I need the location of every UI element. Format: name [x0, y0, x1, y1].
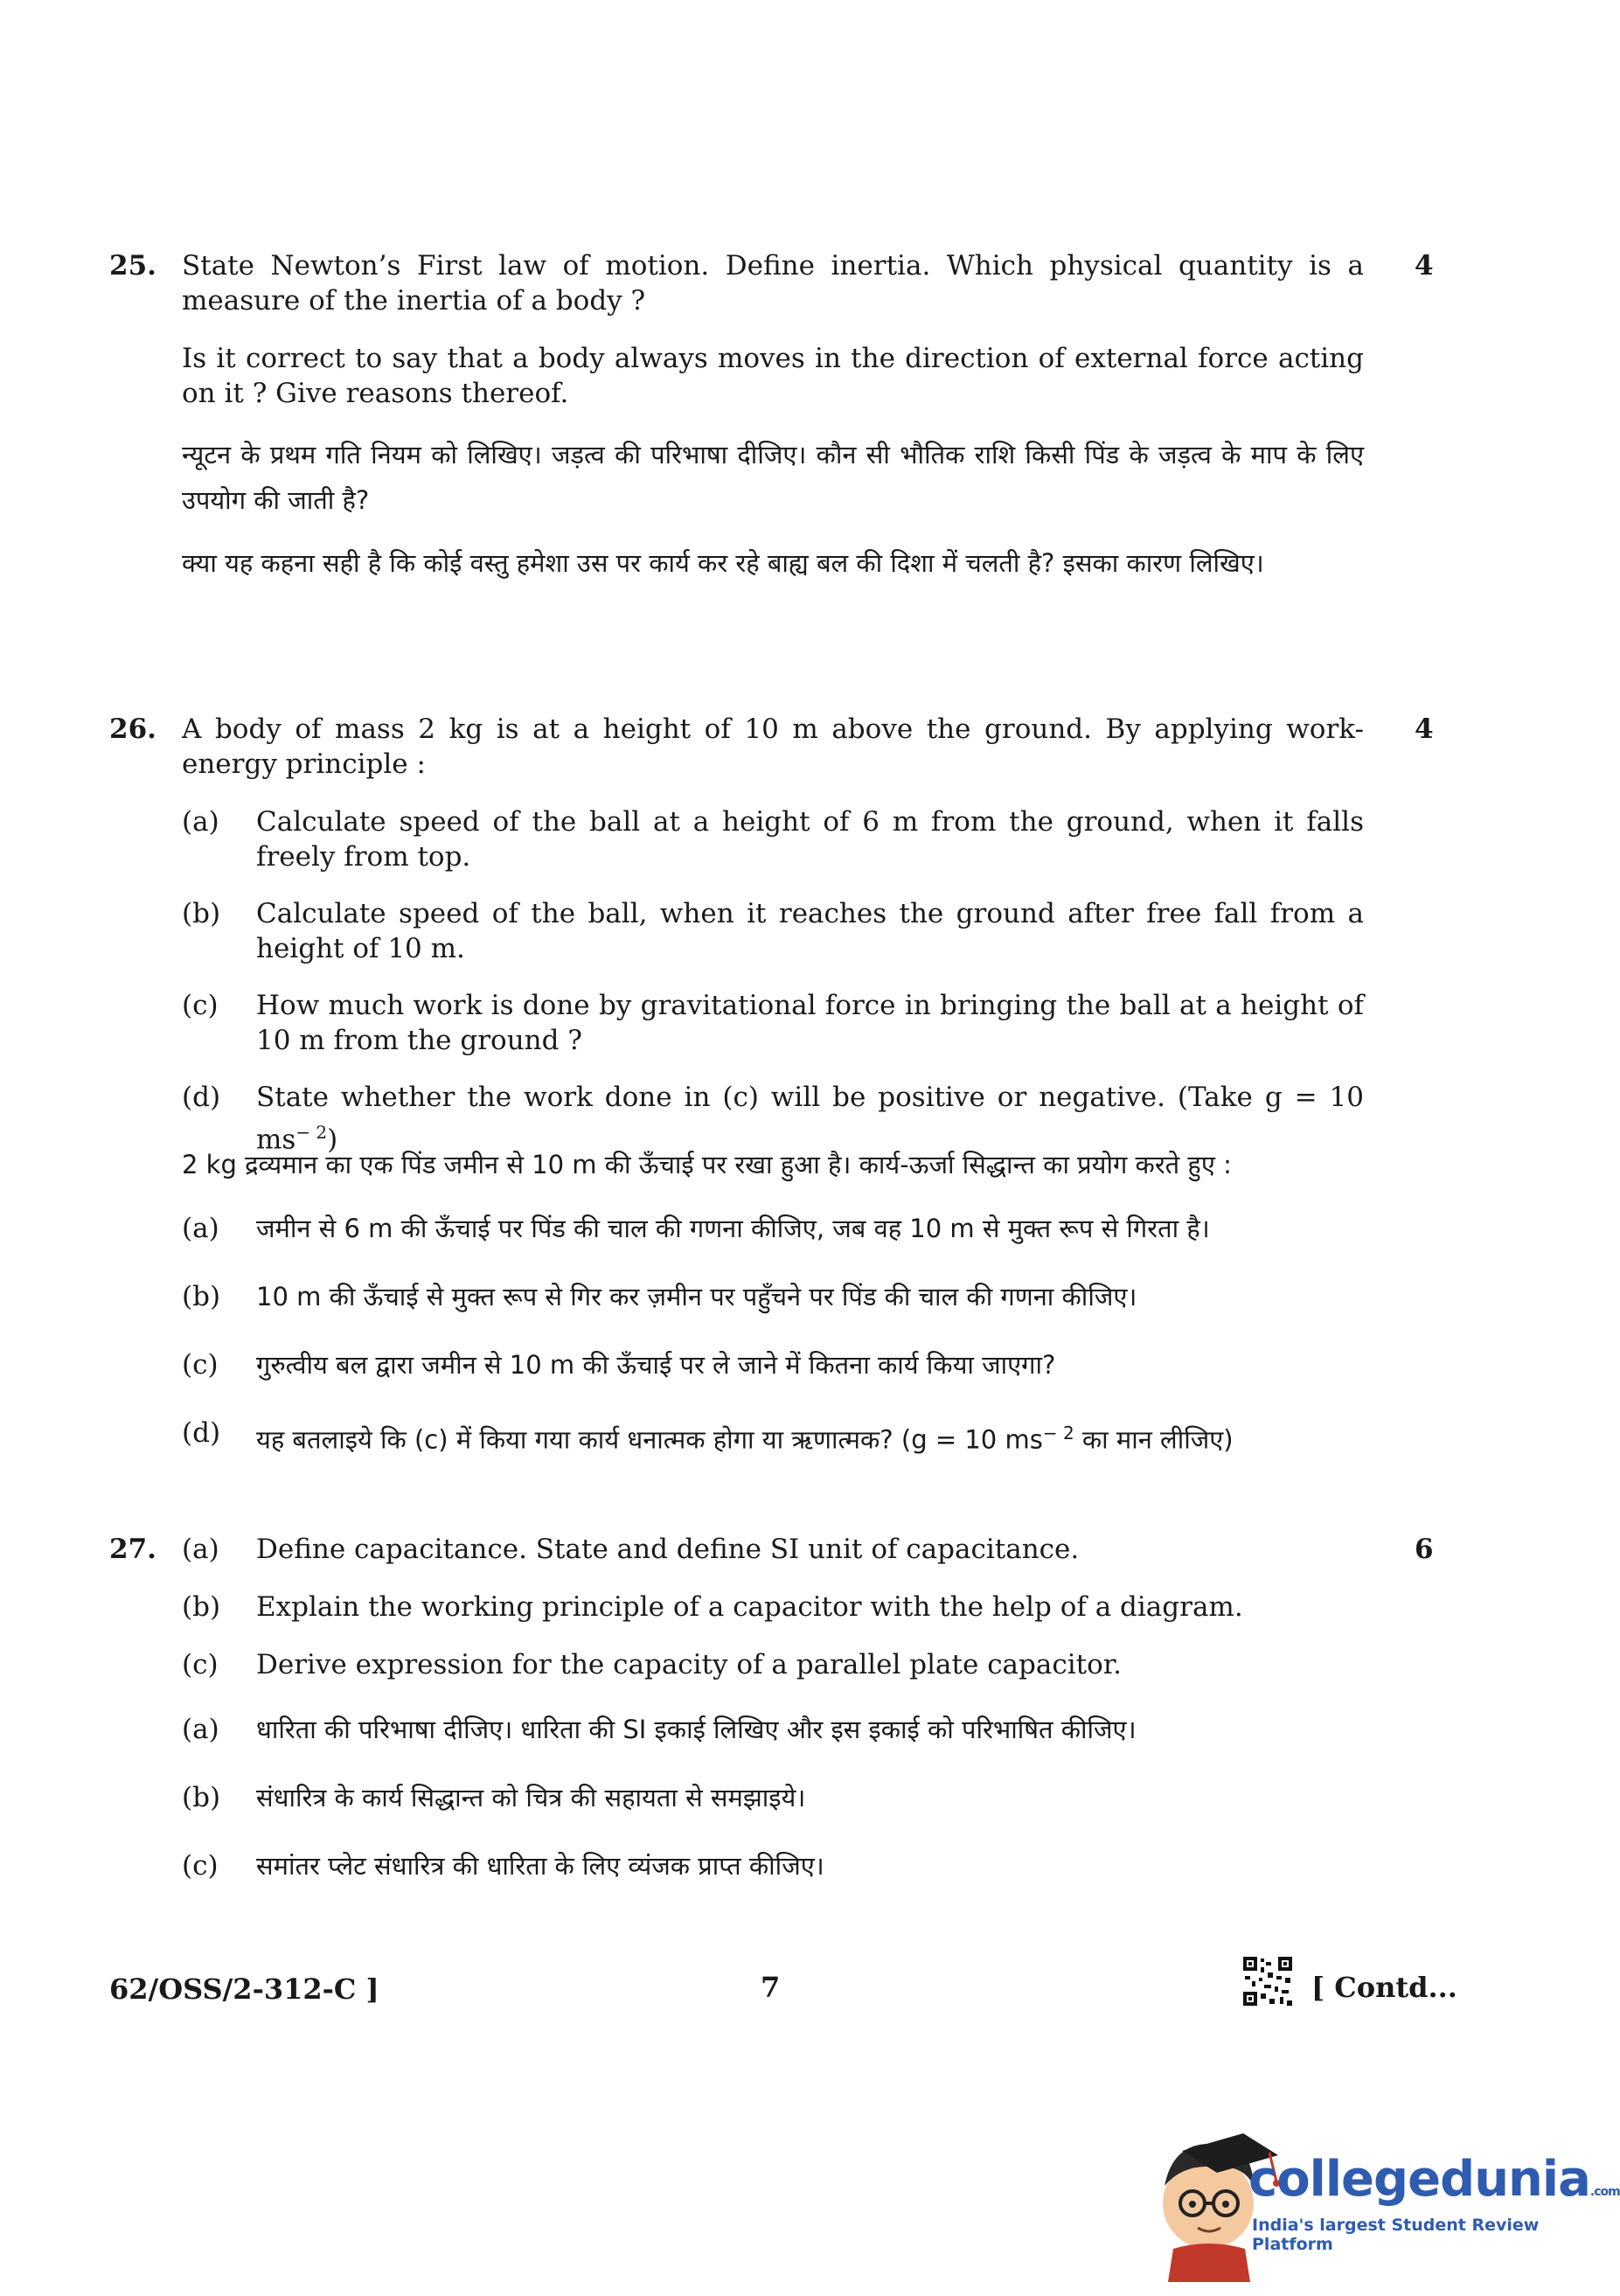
option-text-hi: संधारित्र के कार्य सिद्धान्त को चित्र की सहायता से समझाइये।	[256, 1783, 806, 1812]
option-text-hi: जमीन से 6 m की ऊँचाई पर पिंड की चाल की गणना कीजिए, जब वह 10 m से मुक्त रूप से गिरता है।	[256, 1214, 1210, 1243]
option-label: (d)	[182, 1082, 221, 1113]
paper-code: 62/OSS/2-312-C ]	[109, 1972, 379, 2006]
option-text: Calculate speed of the ball, when it reaches the ground after free fall from a height of 10 m.	[256, 898, 1364, 964]
option-text-hi: समांतर प्लेट संधारित्र की धारिता के लिए व्यंजक प्राप्त कीजिए।	[256, 1851, 824, 1881]
option-label: (a)	[182, 1213, 219, 1244]
option-text-tail: )	[327, 1124, 338, 1156]
question-intro-en: A body of mass 2 kg is at a height of 10 m above the ground. By applying work-energy principle :	[182, 713, 1364, 780]
exponent: − 2	[1042, 1423, 1074, 1444]
option-label: (a)	[182, 1534, 219, 1565]
option-text-hi: 10 m की ऊँचाई से मुक्त रूप से गिर कर ज़मीन पर पहुँचने पर पिंड की चाल की गणना कीजिए।	[256, 1282, 1137, 1312]
question-text-hi: क्या यह कहना सही है कि कोई वस्तु हमेशा उस पर कार्य कर रहे बाह्य बल की दिशा में चलती है? इसका कारण लिखिए।	[182, 548, 1264, 578]
option-label: (b)	[182, 1782, 221, 1813]
option-label: (a)	[182, 1714, 219, 1745]
question-marks: 4	[1415, 713, 1434, 745]
option-label: (b)	[182, 898, 221, 929]
option-label: (c)	[182, 990, 219, 1021]
question-intro-hi: 2 kg द्रव्यमान का एक पिंड जमीन से 10 m की ऊँचाई पर रखा हुआ है। कार्य-ऊर्जा सिद्धान्त का प्रयोग करते हुए :	[182, 1150, 1232, 1179]
continued-marker: [ Contd...	[1311, 1971, 1457, 2004]
option-label: (a)	[182, 806, 219, 838]
option-text-hi: धारिता की परिभाषा दीजिए। धारिता की SI इकाई लिखिए और इस इकाई को परिभाषित कीजिए।	[256, 1715, 1137, 1744]
option-text: Explain the working principle of a capacitor with the help of a diagram.	[256, 1591, 1243, 1623]
brand-tagline: India's largest Student Review Platform	[1252, 2216, 1540, 2254]
qr-code-icon	[1243, 1957, 1292, 2006]
question-text-en: Is it correct to say that a body always moves in the direction of external force acting on it ? Give reasons thereof.	[182, 343, 1364, 409]
question-text-hi: न्यूटन के प्रथम गति नियम को लिखिए। जड़त्व की परिभाषा दीजिए। कौन सी भौतिक राशि किसी पिंड के जड़त्व के माप के लिए उपयोग की जाती है?	[182, 440, 1364, 515]
option-label: (c)	[182, 1850, 219, 1882]
option-text-hi	[256, 1416, 1364, 1458]
option-text: Calculate speed of the ball at a height of 6 m from the ground, when it falls freely from top.	[256, 806, 1364, 873]
question-text-en: State Newton’s First law of motion. Define inertia. Which physical quantity is a measure of the inertia of a body ?	[182, 250, 1364, 317]
brand-domain: .com	[1589, 2185, 1620, 2199]
option-label: (b)	[182, 1591, 221, 1623]
question-marks: 4	[1415, 250, 1434, 282]
option-label: (c)	[182, 1349, 219, 1381]
option-label: (c)	[182, 1649, 219, 1680]
option-label: (b)	[182, 1281, 221, 1312]
brand-name	[1248, 2151, 1620, 2208]
question-marks: 6	[1415, 1534, 1434, 1565]
option-text: How much work is done by gravitational force in bringing the ball at a height of 10 m from the ground ?	[256, 990, 1364, 1056]
option-text-main: State whether the work done in (c) will be positive or negative. (Take g = 10 ms	[256, 1082, 1364, 1156]
option-text-main: यह बतलाइये कि (c) में किया गया कार्य धनात्मक होगा या ऋणात्मक? (g = 10 ms	[256, 1424, 1043, 1455]
exponent: − 2	[295, 1122, 328, 1143]
option-text-hi: गुरुत्वीय बल द्वारा जमीन से 10 m की ऊँचाई पर ले जाने में कितना कार्य किया जाएगा?	[256, 1350, 1056, 1380]
question-number: 25.	[109, 250, 156, 282]
option-label: (d)	[182, 1417, 221, 1449]
question-number: 27.	[109, 1534, 156, 1565]
page-number: 7	[761, 1971, 781, 2004]
option-text-tail: का मान लीजिए)	[1074, 1424, 1234, 1455]
option-text: Define capacitance. State and define SI unit of capacitance.	[256, 1534, 1080, 1565]
brand-name-text: collegedunia	[1248, 2151, 1590, 2208]
option-text: Derive expression for the capacity of a parallel plate capacitor.	[256, 1649, 1123, 1680]
question-number: 26.	[109, 713, 156, 745]
